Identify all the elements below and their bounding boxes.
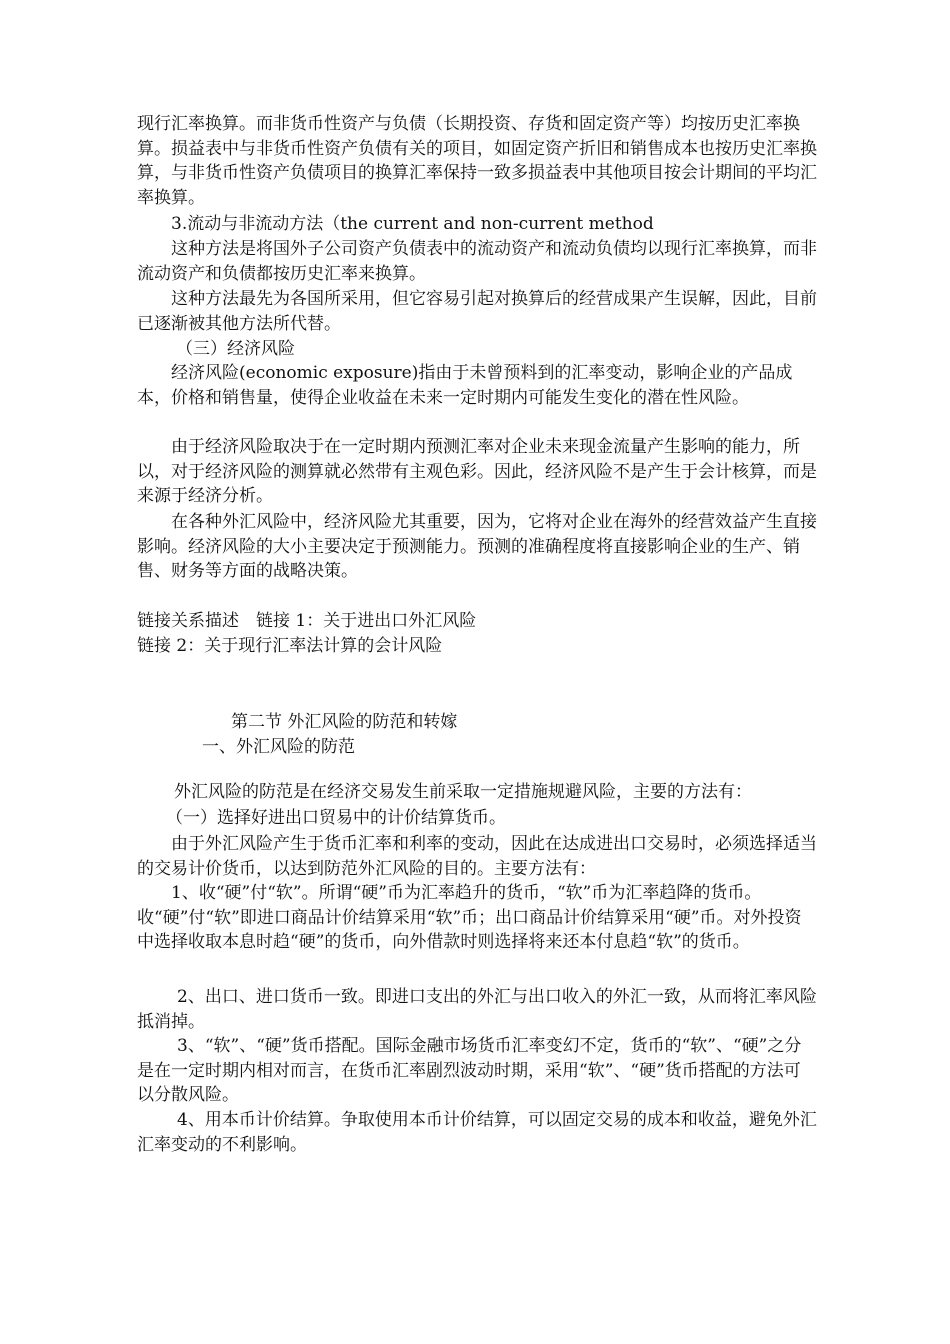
paragraph-economic-risk-importance: 在各种外汇风险中，经济风险尤其重要，因为，它将对企业在海外的经营效益产生直接影响。经济风险的大小主要决定于预测能力。预测的准确程度将直接影响企业的生产、销售、财务等方面的战略决策。 bbox=[137, 512, 817, 581]
paragraph-currency-selection: 由于外汇风险产生于货币汇率和利率的变动，因此在达成进出口交易时，必须选择适当的交易计价货币，以达到防范外汇风险的目的。主要方法有： bbox=[137, 834, 817, 879]
list-item-2: 2、出口、进口货币一致。即进口支出的外汇与出口收入的外汇一致，从而将汇率风险抵消掉。 bbox=[137, 987, 817, 1032]
link-description-2[interactable]: 链接 2：关于现行汇率法计算的会计风险 bbox=[137, 636, 443, 656]
heading-currency-selection: （一）选择好进出口贸易中的计价结算货币。 bbox=[166, 808, 506, 828]
list-item-3: 3、“软”、“硬”货币搭配。国际金融市场货币汇率变幻不定，货币的“软”、“硬”之分是在一定时期内相对而言，在货币汇率剧烈波动时期，采用“软”、“硬”货币搭配的方法可以分散风险。 bbox=[137, 1036, 802, 1105]
section-title: 第二节 外汇风险的防范和转嫁 bbox=[231, 712, 458, 732]
paragraph-translation-continued: 现行汇率换算。而非货币性资产与负债（长期投资、存货和固定资产等）均按历史汇率换算。损益表中与非货币性资产负债有关的项目，如固定资产折旧和销售成本也按历史汇率换算，与非货币性资产负债项目的换算汇率保持一致多损益表中其他项目按会计期间的平均汇率换算。 bbox=[137, 114, 817, 208]
paragraph-prevention-intro: 外汇风险的防范是在经济交易发生前采取一定措施规避风险，主要的方法有： bbox=[174, 782, 752, 802]
link-description-1[interactable]: 链接关系描述 链接 1：关于进出口外汇风险 bbox=[137, 611, 477, 631]
list-item-4: 4、用本币计价结算。争取使用本币计价结算，可以固定交易的成本和收益，避免外汇汇率变动的不利影响。 bbox=[137, 1110, 817, 1155]
paragraph-method3-history: 这种方法最先为各国所采用，但它容易引起对换算后的经营成果产生误解，因此，目前已逐渐被其他方法所代替。 bbox=[137, 289, 817, 334]
heading-economic-risk: （三）经济风险 bbox=[176, 339, 295, 359]
paragraph-economic-risk-measurement: 由于经济风险取决于在一定时期内预测汇率对企业未来现金流量产生影响的能力，所以，对于经济风险的测算就必然带有主观色彩。因此，经济风险不是产生于会计核算，而是来源于经济分析。 bbox=[137, 437, 817, 506]
heading-current-noncurrent-method: 3.流动与非流动方法（the current and non-current method bbox=[171, 214, 654, 234]
section-subtitle: 一、外汇风险的防范 bbox=[202, 737, 355, 757]
list-item-1: 1、收“硬”付“软”。所谓“硬”币为汇率趋升的货币，“软”币为汇率趋降的货币。收“硬”付“软”即进口商品计价结算采用“软”币；出口商品计价结算采用“硬”币。对外投资中选择收取本息时趋“硬”的货币，向外借款时则选择将来还本付息趋“软”的货币。 bbox=[137, 883, 802, 952]
paragraph-method3-description: 这种方法是将国外子公司资产负债表中的流动资产和流动负债均以现行汇率换算，而非流动资产和负债都按历史汇率来换算。 bbox=[137, 239, 817, 284]
paragraph-economic-risk-definition: 经济风险(economic exposure)指由于未曾预料到的汇率变动，影响企业的产品成本，价格和销售量，使得企业收益在未来一定时期内可能发生变化的潜在性风险。 bbox=[137, 363, 793, 408]
